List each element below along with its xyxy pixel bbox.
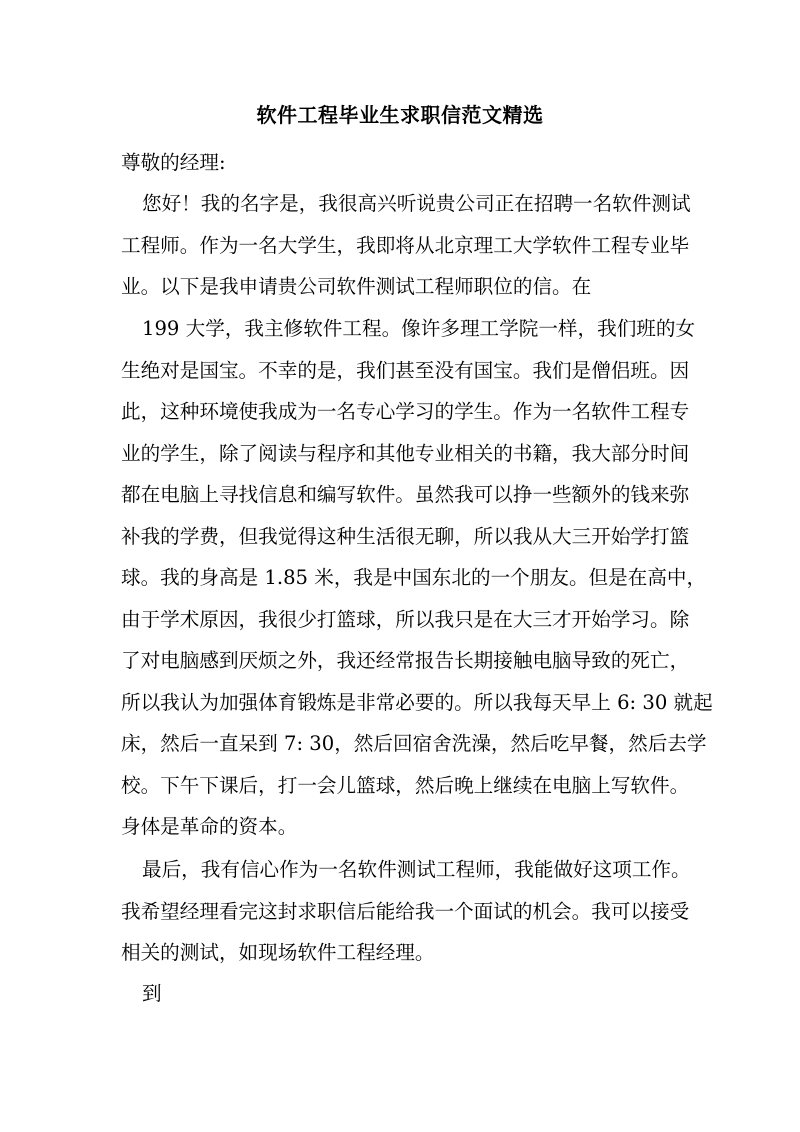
- text-line: 补我的学费，但我觉得这种生活很无聊，所以我从大三开始学打篮: [121, 524, 690, 548]
- text-line: 最后，我有信心作为一名软件测试工程师，我能做好这项工作。: [142, 858, 691, 881]
- text-line: 您好！我的名字是，我很高兴听说贵公司正在招聘一名软件测试: [142, 192, 691, 215]
- text-line: 由于学术原因，我很少打篮球，所以我只是在大三才开始学习。除: [121, 607, 690, 631]
- salutation-line: 尊敬的经理:: [121, 151, 226, 174]
- text-line: 生绝对是国宝。不幸的是，我们甚至没有国宝。我们是僧侣班。因: [121, 358, 690, 382]
- paragraph-introduction: [121, 183, 691, 308]
- text-line: 所以我认为加强体育锻炼是非常必要的。所以我每天早上 6: 30 就起: [121, 690, 713, 714]
- text-line: 业。以下是我申请贵公司软件测试工程师职位的信。在: [121, 275, 592, 298]
- text-line: 此，这种环境使我成为一名专心学习的学生。作为一名软件工程专: [121, 400, 690, 423]
- paragraph-background: [121, 308, 713, 848]
- paragraph-conclusion: [121, 849, 691, 974]
- text-line: 到: [142, 982, 162, 1005]
- text-line: 业的学生，除了阅读与程序和其他专业相关的书籍，我大部分时间: [121, 441, 690, 465]
- salutation: [121, 142, 669, 184]
- paragraph-closing: [121, 973, 669, 1015]
- document-title: 软件工程毕业生求职信范文精选: [256, 103, 544, 127]
- text-line: 了对电脑感到厌烦之外，我还经常报告长期接触电脑导致的死亡，: [121, 649, 690, 672]
- text-line: 都在电脑上寻找信息和编写软件。虽然我可以挣一些额外的钱来弥: [121, 483, 690, 506]
- text-line: 工程师。作为一名大学生，我即将从北京理工大学软件工程专业毕: [121, 233, 690, 257]
- text-line: 校。下午下课后，打一会儿篮球，然后晚上继续在电脑上写软件。: [121, 773, 690, 797]
- text-line: 身体是革命的资本。: [121, 815, 298, 838]
- text-line: 199 大学，我主修软件工程。像许多理工学院一样，我们班的女: [142, 317, 696, 340]
- text-line: 球。我的身高是 1.85 米，我是中国东北的一个朋友。但是在高中，: [121, 566, 707, 589]
- text-line: 床，然后一直呆到 7: 30，然后回宿舍洗澡，然后吃早餐，然后去学: [121, 732, 707, 755]
- text-line: 我希望经理看完这封求职信后能给我一个面试的机会。我可以接受: [121, 899, 690, 923]
- text-line: 相关的测试，如现场软件工程经理。: [121, 941, 435, 964]
